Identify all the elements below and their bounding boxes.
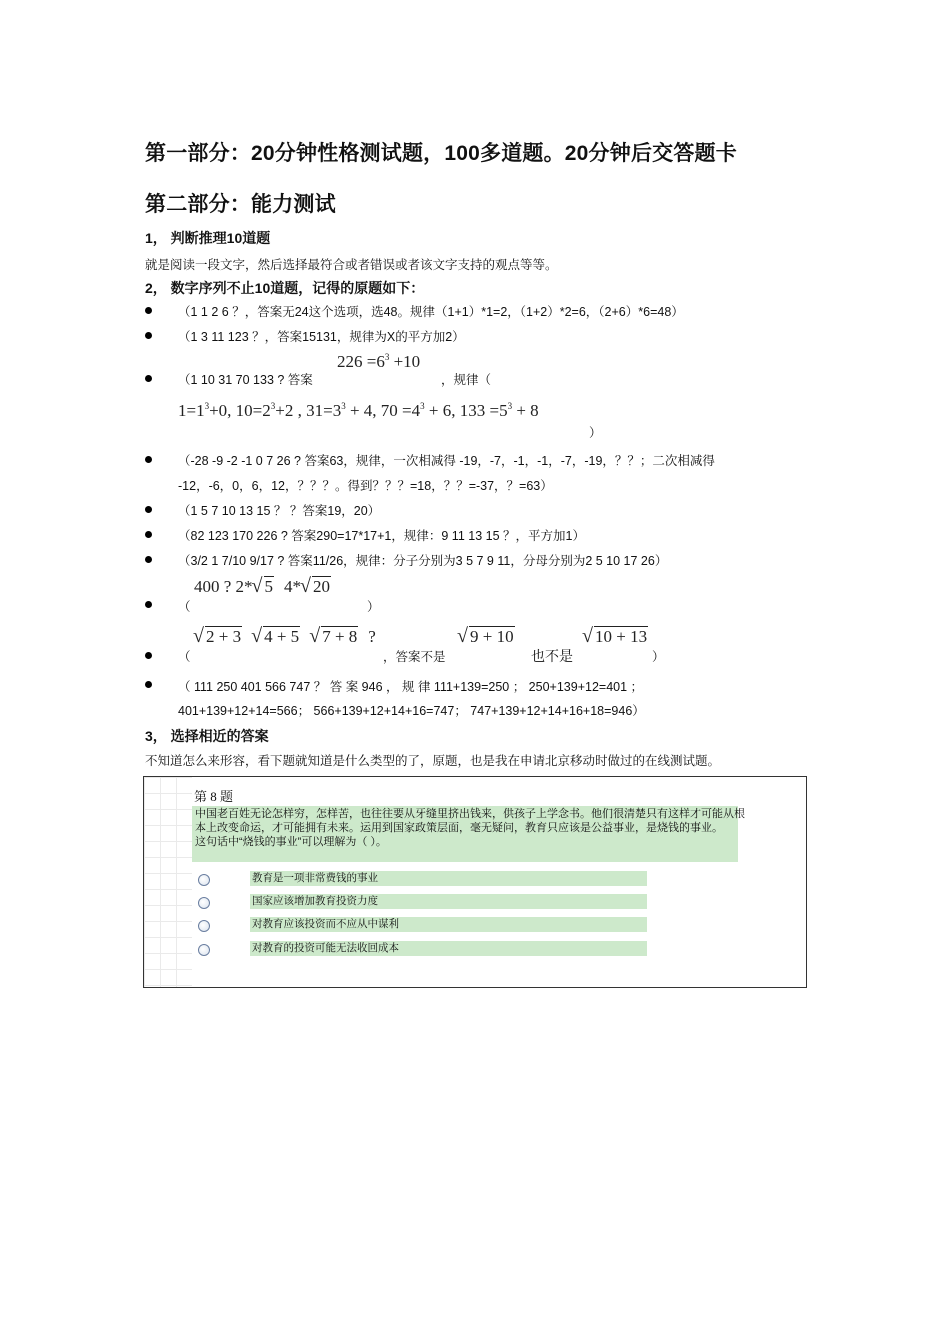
quiz-screenshot (143, 776, 807, 988)
sequence-item-4-line1: （-28 -9 -2 -1 0 7 26 ? 答案63，规律，一次相减得 -19，-7，-1，-1，-7，-19，？？；二次相减得 (178, 454, 715, 468)
sequence-item-3-close: ） (589, 426, 602, 440)
section1-desc: 就是阅读一段文字，然后选择最符合或者错误或者该文字支持的观点等等。 (145, 258, 558, 272)
sequence-item-1: （1 1 2 6 ？，答案无24这个选项，选48。规律（1+1）*1=2，（1+2）*2=6，（2+6）*6=48） (178, 305, 684, 319)
sequence-item-6: （82 123 170 226 ? 答案290=17*17+1，规律：9 11 13 15 ？，平方加1） (178, 529, 585, 543)
option-2-label[interactable]: 国家应该增加教育投资力度 (250, 894, 647, 909)
sqrt-2-3: √ 2 + 3 (194, 627, 242, 647)
section2-title: 2， 数字序列不止10道题，记得的原题如下： (145, 280, 425, 296)
section1-title: 1， 判断推理10道题 (145, 230, 271, 246)
section3-desc: 不知道怎么来形容，看下题就知道是什么类型的了，原题，也是我在申请北京移动时做过的在线测试题。 (145, 754, 721, 768)
bullet-icon (145, 531, 152, 538)
quiz-question-prompt: 这句话中“烧钱的事业”可以理解为（ ）。 (195, 836, 387, 848)
sequence-item-10-line1: （ 111 250 401 566 747 ？ 答 案 946 ， 规 律 111+139=250 ； 250+139+12=401 ； (178, 680, 644, 694)
sequence-item-3-text: （1 10 31 70 133 ? 答案 (178, 373, 313, 387)
sqrt-20: √ 20 (301, 577, 331, 597)
formula-226: $226 =6^3 +10$ (337, 352, 421, 371)
option-3-label[interactable]: 对教育应该投资而不应从中谋利 (250, 917, 647, 932)
sqrt-7-8: √ 7 + 8 (310, 627, 358, 647)
option-1-label[interactable]: 教育是一项非常费钱的事业 (250, 871, 647, 886)
sequence-item-7: （3/2 1 7/10 9/17 ? 答案11/26，规律：分子分别为3 5 7 9 11，分母分别为2 5 10 17 26） (178, 554, 668, 568)
part2-heading: 第二部分：能力测试 (145, 193, 336, 216)
quiz-question-number: 第 8 题 (194, 789, 234, 804)
formula-cubes: $1=1^3+0$, $10=2^3+2$ , $31=3^3 + 4$, $70 =4^3 + 6$, $133 =5^3 + 8$ (178, 401, 539, 420)
sequence-item-3 (178, 370, 313, 388)
sequence-item-9-close: ） (652, 650, 665, 664)
sequence-item-8-close: ） (367, 600, 380, 614)
sequence-item-9-mid2: 也不是 (531, 648, 573, 664)
bullet-icon (145, 601, 152, 608)
sequence-item-3-rule-label: ，规律（ (441, 373, 492, 387)
sequence-item-2: （1 3 11 123 ？，答案15131，规律为X的平方加2） (178, 330, 465, 344)
formula-sqrt-10-13: √ 10 + 13 (583, 627, 658, 647)
radio-option-3[interactable] (198, 920, 210, 932)
radio-option-4[interactable] (198, 944, 210, 956)
grid-background (144, 777, 192, 987)
bullet-icon (145, 681, 152, 688)
sequence-item-8-open: （ (178, 600, 191, 614)
quiz-question-body: 中国老百姓无论怎样穷，怎样苦，也往往要从牙缝里挤出钱来，供孩子上学念书。他们很清楚只有这样才可能从根本上改变命运，才可能拥有未来。运用到国家政策层面，毫无疑问，教育只应该是公益事业，是烧钱的事业。 (195, 808, 745, 834)
sequence-item-5: （1 5 7 10 13 15 ？ ？答案19，20） (178, 504, 381, 518)
bullet-icon (145, 652, 152, 659)
radio-option-1[interactable] (198, 874, 210, 886)
formula-sqrt-sequence: 400 ? 2*√ 5 4*√ 20 (194, 577, 341, 597)
sequence-item-10-line2: 401+139+12+14=566； 566+139+12+14+16=747； 747+139+12+14+16+18=946） (178, 704, 645, 718)
option-4-label[interactable]: 对教育的投资可能无法收回成本 (250, 941, 647, 956)
bullet-icon (145, 456, 152, 463)
part1-heading: 第一部分：20分钟性格测试题，100多道题。20分钟后交答题卡 (145, 142, 737, 165)
sqrt-5: √ 5 (253, 577, 275, 597)
sequence-item-4-line2: -12，-6，0，6，12，？？？。得到？？？=18，？？=-37，？=63） (178, 479, 553, 493)
radio-option-2[interactable] (198, 897, 210, 909)
bullet-icon (145, 506, 152, 513)
section3-title: 3， 选择相近的答案 (145, 728, 269, 744)
sqrt-4-5: √ 4 + 5 (252, 627, 300, 647)
bullet-icon (145, 307, 152, 314)
quiz-question-text (195, 807, 745, 849)
bullet-icon (145, 332, 152, 339)
formula-sqrt-9-10: √ 9 + 10 (458, 627, 525, 647)
bullet-icon (145, 375, 152, 382)
sequence-item-9-mid1: ，答案不是 (383, 650, 446, 664)
formula-sqrt-sums: √ 2 + 3√ 4 + 5√ 7 + 8 ? (194, 627, 376, 647)
bullet-icon (145, 556, 152, 563)
sequence-item-9-open: （ (178, 650, 191, 664)
